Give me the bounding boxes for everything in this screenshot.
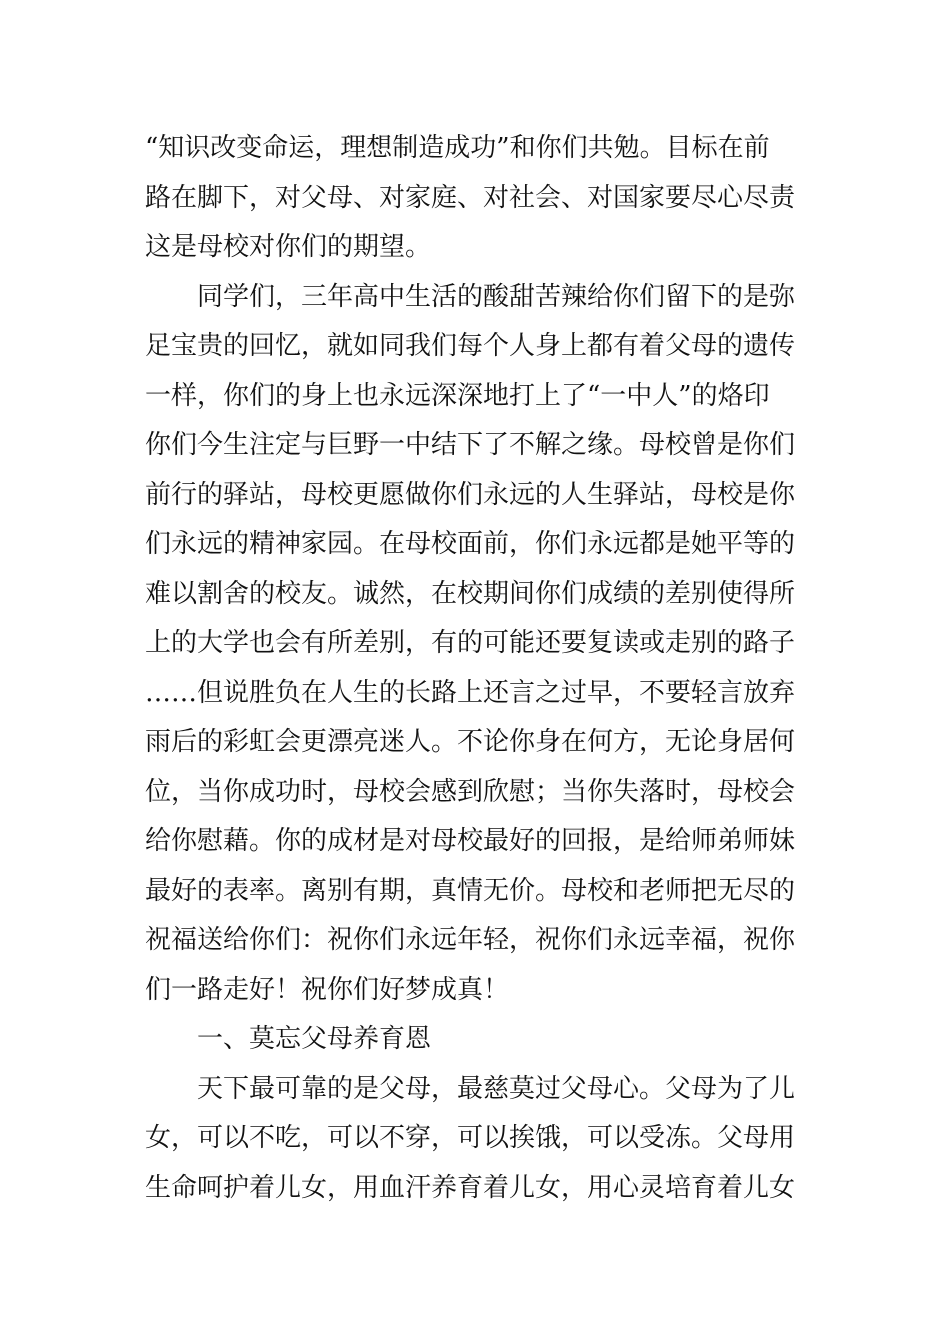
- text-line: 生命呵护着儿女，用血汗养育着儿女，用心灵培育着儿女: [145, 1172, 796, 1203]
- body-text: [145, 124, 825, 1213]
- text-line: 给你慰藉。你的成材是对母校最好的回报，是给师弟师妹: [145, 826, 796, 856]
- text-line: 前行的驿站，母校更愿做你们永远的人生驿站，母校是你: [145, 479, 796, 510]
- text-line: 足宝贵的回忆，就如同我们每个人身上都有着父母的遗传: [145, 331, 796, 361]
- text-line: 难以割舍的校友。诚然，在校期间你们成绩的差别使得所: [145, 578, 796, 609]
- paragraph-first-line: 同学们，三年高中生活的酸甜苦辣给你们留下的是弥: [197, 281, 796, 312]
- text-line: 上的大学也会有所差别，有的可能还要复读或走别的路子: [145, 628, 796, 658]
- text-line: 位，当你成功时，母校会感到欣慰；当你失落时，母校会: [145, 776, 796, 807]
- text-line: 们永远的精神家园。在母校面前，你们永远都是她平等的: [145, 529, 796, 559]
- text-line: ……但说胜负在人生的长路上还言之过早，不要轻言放弃: [145, 677, 796, 708]
- text-line: 最好的表率。离别有期，真情无价。母校和老师把无尽的: [145, 875, 796, 906]
- text-line: “知识改变命运，理想制造成功”和你们共勉。目标在前: [145, 133, 770, 163]
- text-line: 雨后的彩虹会更漂亮迷人。不论你身在何方，无论身居何: [145, 727, 796, 757]
- text-line: 女，可以不吃，可以不穿，可以挨饿，可以受冻。父母用: [145, 1123, 796, 1153]
- text-line: 这是母校对你们的期望。: [145, 232, 432, 262]
- text-line: 你们今生注定与巨野一中结下了不解之缘。母校曾是你们: [145, 430, 796, 460]
- paragraph-first-line: 天下最可靠的是父母，最慈莫过父母心。父母为了儿: [197, 1073, 796, 1104]
- text-line: 祝福送给你们：祝你们永远年轻，祝你们永远幸福，祝你: [145, 925, 796, 955]
- text-line: 们一路走好！祝你们好梦成真！: [145, 974, 510, 1005]
- paragraph-first-line: 一、莫忘父母养育恩: [197, 1024, 432, 1054]
- text-line: 一样，你们的身上也永远深深地打上了“一中人”的烙印: [145, 380, 770, 411]
- text-line: 路在脚下，对父母、对家庭、对社会、对国家要尽心尽责: [145, 182, 796, 213]
